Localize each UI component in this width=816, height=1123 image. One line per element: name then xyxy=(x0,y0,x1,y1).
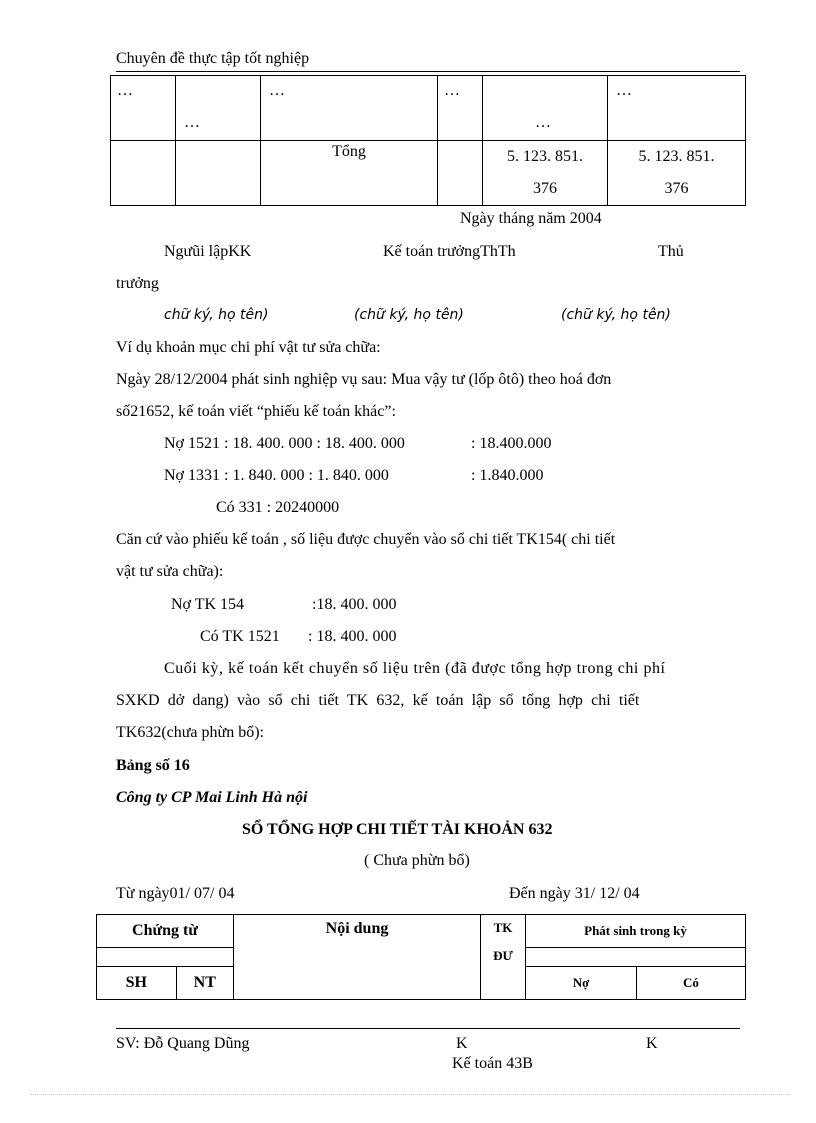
footer-k1: K xyxy=(456,1035,468,1052)
col-voucher: Chứng từ xyxy=(97,915,234,948)
col-sh: SH xyxy=(97,967,177,1000)
date-from: Từ ngày01/ 07/ 04 xyxy=(116,885,235,902)
signer-head: Thủ xyxy=(658,243,684,260)
table-cell xyxy=(526,948,746,967)
ledger-subtitle: ( Chưa phừn bổ) xyxy=(364,852,470,869)
col-tk: TK ĐƯ xyxy=(481,915,526,1000)
header-title: Chuyên đề thực tập tốt nghiệp xyxy=(116,50,310,67)
journal-amount: : 18.400.000 xyxy=(471,435,552,452)
journal-entry: Nợ 1331 : 1. 840. 000 : 1. 840. 000 xyxy=(164,467,389,484)
journal-entry: Có 331 : 20240000 xyxy=(216,499,340,516)
table-cell: … xyxy=(176,76,261,141)
table-cell: … xyxy=(483,76,608,141)
col-credit: Có xyxy=(637,967,746,1000)
table-row xyxy=(111,76,746,141)
journal-entry: Nợ TK 154 xyxy=(171,596,245,613)
body-line: Ngày 28/12/2004 phát sinh nghiệp vụ sau: Mua vậy tư (lốp ôtô) theo hoá đơn xyxy=(116,371,612,388)
col-arising: Phát sinh trong kỳ xyxy=(526,915,746,948)
table-cell xyxy=(97,948,234,967)
footer-k2: K xyxy=(646,1035,658,1052)
footer-rule xyxy=(116,1028,740,1029)
total-debit: 5. 123. 851. 376 xyxy=(483,141,608,206)
total-credit: 5. 123. 851. 376 xyxy=(608,141,746,206)
journal-amount: : 1.840.000 xyxy=(471,467,544,484)
signer-note-1: chữ ký, họ tên) xyxy=(164,307,269,323)
table-cell: … xyxy=(608,76,746,141)
table-cell xyxy=(438,141,483,206)
ledger-table xyxy=(96,914,746,1000)
journal-entry: Có TK 1521 xyxy=(200,628,280,645)
col-nt: NT xyxy=(176,967,233,1000)
footer-class: Kế toán 43B xyxy=(452,1055,533,1072)
body-line: Ví dụ khoản mục chi phí vật tư sửa chữa: xyxy=(116,339,381,356)
col-content: Nội dung xyxy=(234,915,481,1000)
col-debit: Nợ xyxy=(526,967,637,1000)
company-name: Công ty CP Mai Linh Hà nội xyxy=(116,789,308,806)
journal-amount: :18. 400. 000 xyxy=(312,596,397,613)
total-label: Tổng xyxy=(261,141,438,206)
body-line: số21652, kế toán viết “phiếu kế toán khác”: xyxy=(116,403,396,420)
table-cell: … xyxy=(261,76,438,141)
table-row xyxy=(97,915,746,948)
signer-head-cont: trưởng xyxy=(116,275,159,292)
table-cell xyxy=(111,141,176,206)
journal-entry: Nợ 1521 : 18. 400. 000 : 18. 400. 000 xyxy=(164,435,405,452)
table-cell xyxy=(176,141,261,206)
signer-note-3: (chữ ký, họ tên) xyxy=(561,307,671,323)
header-rule xyxy=(116,71,740,72)
table-label: Bảng số 16 xyxy=(116,757,190,774)
footer-student: SV: Đỗ Quang Dũng xyxy=(116,1035,250,1052)
body-line: Cuối kỳ, kế toán kết chuyển số liệu trên (đã được tổng hợp trong chi phí xyxy=(164,660,666,677)
table-cell: … xyxy=(438,76,483,141)
body-line: Căn cứ vào phiếu kế toán , số liệu được chuyển vào sổ chi tiết TK154( chi tiết xyxy=(116,531,616,548)
body-line: SXKD dở dang) vào sổ chi tiết TK 632, kế toán lập sổ tổng hợp chi tiết xyxy=(116,692,640,709)
body-line: TK632(chưa phừn bổ): xyxy=(116,724,264,741)
date-to: Đến ngày 31/ 12/ 04 xyxy=(509,885,640,902)
table-row xyxy=(111,141,746,206)
summary-table xyxy=(110,75,746,206)
date-line: Ngày tháng năm 2004 xyxy=(460,210,602,227)
table-cell: … xyxy=(111,76,176,141)
journal-amount: : 18. 400. 000 xyxy=(308,628,397,645)
signer-preparer: Ngưũi lậpKK xyxy=(164,243,252,260)
page-edge xyxy=(30,1094,790,1095)
ledger-title: SỔ TỔNG HỢP CHI TIẾT TÀI KHOẢN 632 xyxy=(242,821,553,838)
signer-chief-accountant: Kế toán trưởngThTh xyxy=(383,243,516,260)
signer-note-2: (chữ ký, họ tên) xyxy=(354,307,464,323)
body-line: vật tư sửa chữa): xyxy=(116,563,224,580)
